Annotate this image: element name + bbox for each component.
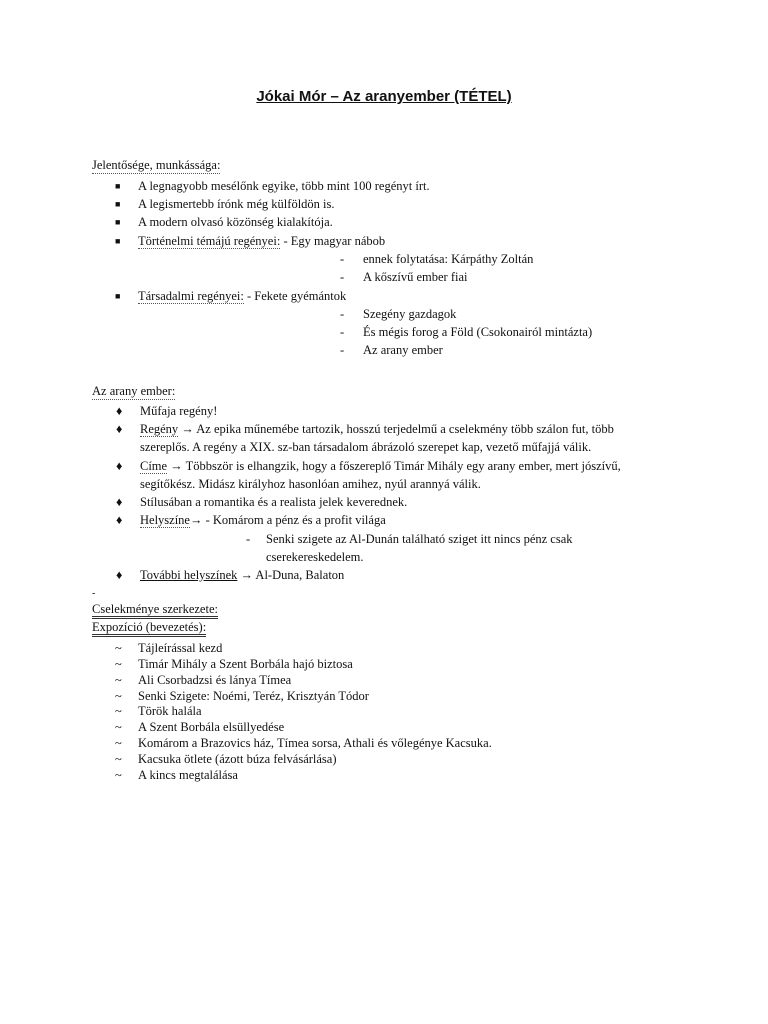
setting-text: - Komárom a pénz és a profit világa xyxy=(202,513,386,527)
arrow-right-icon: → xyxy=(170,459,183,473)
tilde-marker: ~ xyxy=(115,657,122,671)
dash-marker: - xyxy=(340,325,345,339)
social-subitem: Szegény gazdagok xyxy=(363,307,457,321)
diamond-bullet-icon: ♦ xyxy=(116,495,123,509)
exposition-item: Török halála xyxy=(138,704,202,718)
stray-dash-marker: - xyxy=(92,588,96,599)
exposition-item: Senki Szigete: Noémi, Teréz, Krisztyán Tódor xyxy=(138,689,369,703)
arrow-right-icon: → xyxy=(240,568,253,582)
dash-marker: - xyxy=(340,270,345,284)
social-subitem: Az arany ember xyxy=(363,343,443,357)
tilde-marker: ~ xyxy=(115,641,122,655)
list-item: A legnagyobb mesélőnk egyike, több mint 100 regényt írt. xyxy=(138,179,430,193)
historical-first-title: - Egy magyar nábob xyxy=(280,234,386,248)
setting-line xyxy=(140,512,386,528)
diamond-bullet-icon: ♦ xyxy=(116,568,123,582)
tilde-marker: ~ xyxy=(115,673,122,687)
section-heading-plot-structure: Cselekménye szerkezete: xyxy=(92,602,218,619)
genre-text: Műfaja regény! xyxy=(140,404,218,418)
dash-marker: - xyxy=(340,252,345,266)
title-text: Többször is elhangzik, hogy a főszereplő Timár Mihály egy arany ember, mert jószívű, xyxy=(182,459,621,473)
square-bullet-icon: ■ xyxy=(115,217,121,227)
more-settings-label: További helyszínek xyxy=(140,568,238,582)
setting-label: Helyszíne xyxy=(140,513,190,527)
list-item: A modern olvasó közönség kialakítója. xyxy=(138,215,333,229)
arrow-right-icon: → xyxy=(189,513,203,527)
social-subitem: És mégis forog a Föld (Csokonairól mintázta) xyxy=(363,325,593,339)
diamond-bullet-icon: ♦ xyxy=(116,459,123,473)
tilde-marker: ~ xyxy=(115,768,122,782)
exposition-item: Timár Mihály a Szent Borbála hajó biztosa xyxy=(138,657,353,671)
title-label: Címe xyxy=(140,459,168,473)
more-settings-text: Al-Duna, Balaton xyxy=(253,568,345,582)
square-bullet-icon: ■ xyxy=(115,291,121,301)
list-item-social-novels xyxy=(138,288,346,304)
tilde-marker: ~ xyxy=(115,720,122,734)
section-heading-significance: Jelentősége, munkássága: xyxy=(92,158,221,172)
diamond-bullet-icon: ♦ xyxy=(116,404,123,418)
dash-marker: - xyxy=(246,532,251,546)
more-settings-line xyxy=(140,567,344,583)
exposition-item: A Szent Borbála elsüllyedése xyxy=(138,720,285,734)
title-description-line2: segítőkész. Midász királyhoz hasonlóan amihez, nyúl arannyá válik. xyxy=(140,477,481,491)
setting-subitem-line2: cserekereskedelem. xyxy=(266,550,364,564)
exposition-item: A kincs megtalálása xyxy=(138,768,238,782)
arrow-right-icon: → xyxy=(181,422,194,436)
diamond-bullet-icon: ♦ xyxy=(116,422,123,436)
style-text: Stílusában a romantika és a realista jelek keverednek. xyxy=(140,495,408,509)
square-bullet-icon: ■ xyxy=(115,199,121,209)
social-first-title: - Fekete gyémántok xyxy=(243,289,347,303)
section-subheading-exposition: Expozíció (bevezetés): xyxy=(92,620,206,637)
novel-text: Az epika műnemébe tartozik, hosszú terjedelmű a cselekmény több szálon fut, több xyxy=(193,422,614,436)
dash-marker: - xyxy=(340,343,345,357)
dash-marker: - xyxy=(340,307,345,321)
historical-novels-label: Történelmi témájú regényei: xyxy=(138,234,281,248)
list-item: A legismertebb írónk még külföldön is. xyxy=(138,197,335,211)
section-heading-golden-man: Az arany ember: xyxy=(92,384,176,398)
novel-label: Regény xyxy=(140,422,179,436)
title-description-line1 xyxy=(140,458,621,474)
historical-subitem: A kőszívű ember fiai xyxy=(363,270,468,284)
setting-subitem-line1: Senki szigete az Al-Dunán található sziget itt nincs pénz csak xyxy=(266,532,573,546)
square-bullet-icon: ■ xyxy=(115,181,121,191)
exposition-item: Kacsuka ötlete (ázott búza felvásárlása) xyxy=(138,752,337,766)
tilde-marker: ~ xyxy=(115,736,122,750)
tilde-marker: ~ xyxy=(115,689,122,703)
square-bullet-icon: ■ xyxy=(115,236,121,246)
tilde-marker: ~ xyxy=(115,752,122,766)
list-item-historical-novels xyxy=(138,233,385,249)
diamond-bullet-icon: ♦ xyxy=(116,513,123,527)
document-title: Jókai Mór – Az aranyember (TÉTEL) xyxy=(256,88,512,105)
exposition-item: Ali Csorbadzsi és lánya Tímea xyxy=(138,673,292,687)
exposition-item: Komárom a Brazovics ház, Tímea sorsa, Athali és vőlegénye Kacsuka. xyxy=(138,736,492,750)
novel-description-line1 xyxy=(140,421,614,437)
historical-subitem: ennek folytatása: Kárpáthy Zoltán xyxy=(363,252,534,266)
exposition-item: Tájleírással kezd xyxy=(138,641,223,655)
social-novels-label: Társadalmi regényei: xyxy=(138,289,244,303)
tilde-marker: ~ xyxy=(115,704,122,718)
novel-description-line2: szereplős. A regény a XIX. sz-ban társadalom ábrázoló szerepet kap, vezető műfajjá válik. xyxy=(140,440,592,454)
